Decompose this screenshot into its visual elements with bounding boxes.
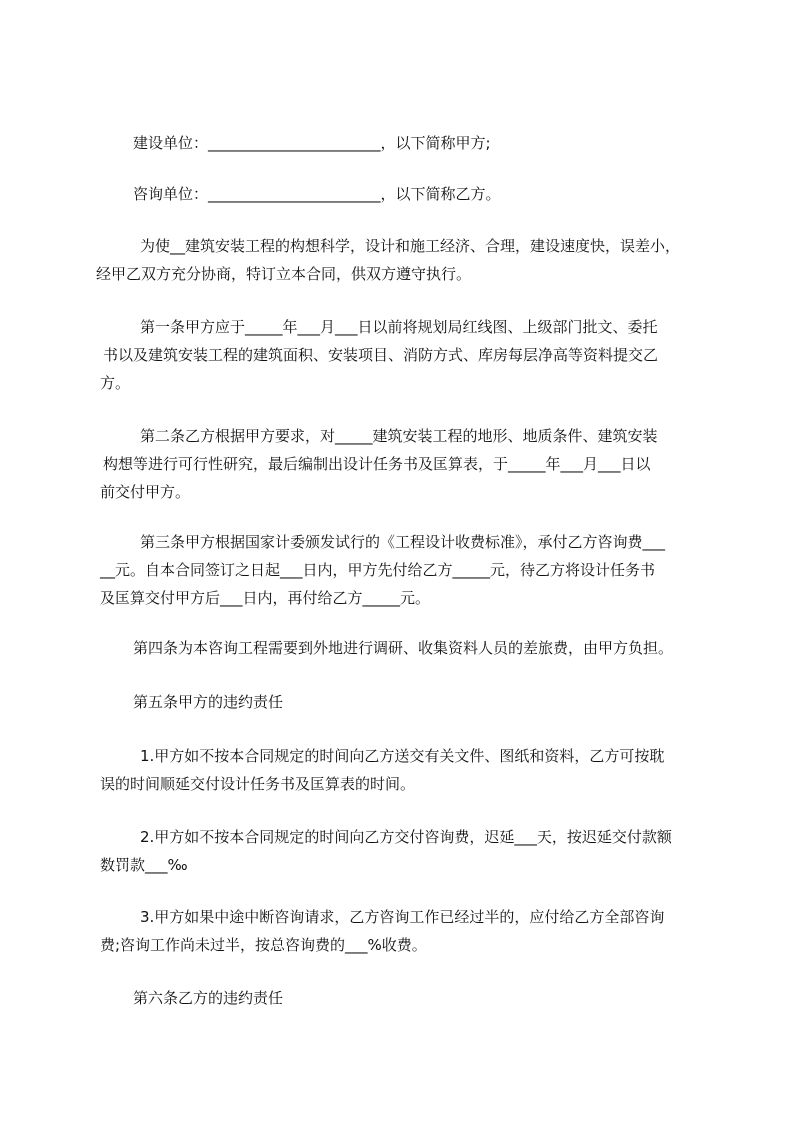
party-a-line <box>133 129 713 157</box>
text-line: 误的时间顺延交付设计任务书及匡算表的时间。 <box>100 775 416 793</box>
text-line: 第二条乙方根据甲方要求，对_____建筑安装工程的地形、地质条件、建筑安装 <box>140 427 658 445</box>
text-line: 第四条为本咨询工程需要到外地进行调研、收集资料人员的差旅费，由甲方负担。 <box>133 639 674 657</box>
article-2-paragraph <box>100 422 720 506</box>
text-line: 书以及建筑安装工程的建筑面积、安装项目、消防方式、库房每层净高等资料提交乙 <box>103 346 659 364</box>
text-line: 构想等进行可行性研究，最后编制出设计任务书及匡算表，于_____年___月___日以 <box>103 455 651 473</box>
text-line: 方。 <box>100 374 131 392</box>
article-3-paragraph <box>100 528 720 612</box>
text-line: 及匡算交付甲方后___日内，再付给乙方_____元。 <box>100 589 431 607</box>
text-line: 经甲乙双方充分协商，特订立本合同，供双方遵守执行。 <box>96 265 472 283</box>
text-line: __元。自本合同签订之日起___日内，甲方先付给乙方_____元，待乙方将设计任务书 <box>100 561 656 579</box>
article-1-paragraph <box>100 313 720 397</box>
text-line: 咨询单位：_______________________，以下简称乙方。 <box>133 185 501 203</box>
preamble-paragraph <box>96 232 720 288</box>
article-5-item-2 <box>100 823 720 879</box>
article-5-item-3 <box>100 903 720 959</box>
text-line: 前交付甲方。 <box>100 483 191 501</box>
text-line: 2.甲方如不按本合同规定的时间向乙方交付咨询费，迟延___天，按迟延交付款额 <box>140 828 672 846</box>
text-line: 建设单位：_______________________，以下简称甲方; <box>133 134 491 152</box>
text-line: 第一条甲方应于_____年___月___日以前将规划局红线图、上级部门批文、委托 <box>140 318 658 336</box>
article-4-paragraph <box>133 634 713 662</box>
article-5-heading <box>133 688 713 716</box>
text-line: 第五条甲方的违约责任 <box>133 693 284 711</box>
article-5-item-1 <box>100 742 720 798</box>
text-line: 1.甲方如不按本合同规定的时间向乙方送交有关文件、图纸和资料，乙方可按耽 <box>140 747 665 765</box>
text-line: 为使__建筑安装工程的构想科学，设计和施工经济、合理，建设速度快，误差小， <box>140 237 681 255</box>
text-line: 费;咨询工作尚未过半，按总咨询费的___%收费。 <box>100 936 427 954</box>
text-line: 3.甲方如果中途中断咨询请求，乙方咨询工作已经过半的，应付给乙方全部咨询 <box>140 908 665 926</box>
text-line: 第三条甲方根据国家计委颁发试行的《工程设计收费标准》，承付乙方咨询费___ <box>140 533 666 551</box>
party-b-line <box>133 180 713 208</box>
article-6-heading <box>133 984 713 1012</box>
text-line: 第六条乙方的违约责任 <box>133 989 284 1007</box>
text-line: 数罚款___‰ <box>100 856 188 874</box>
